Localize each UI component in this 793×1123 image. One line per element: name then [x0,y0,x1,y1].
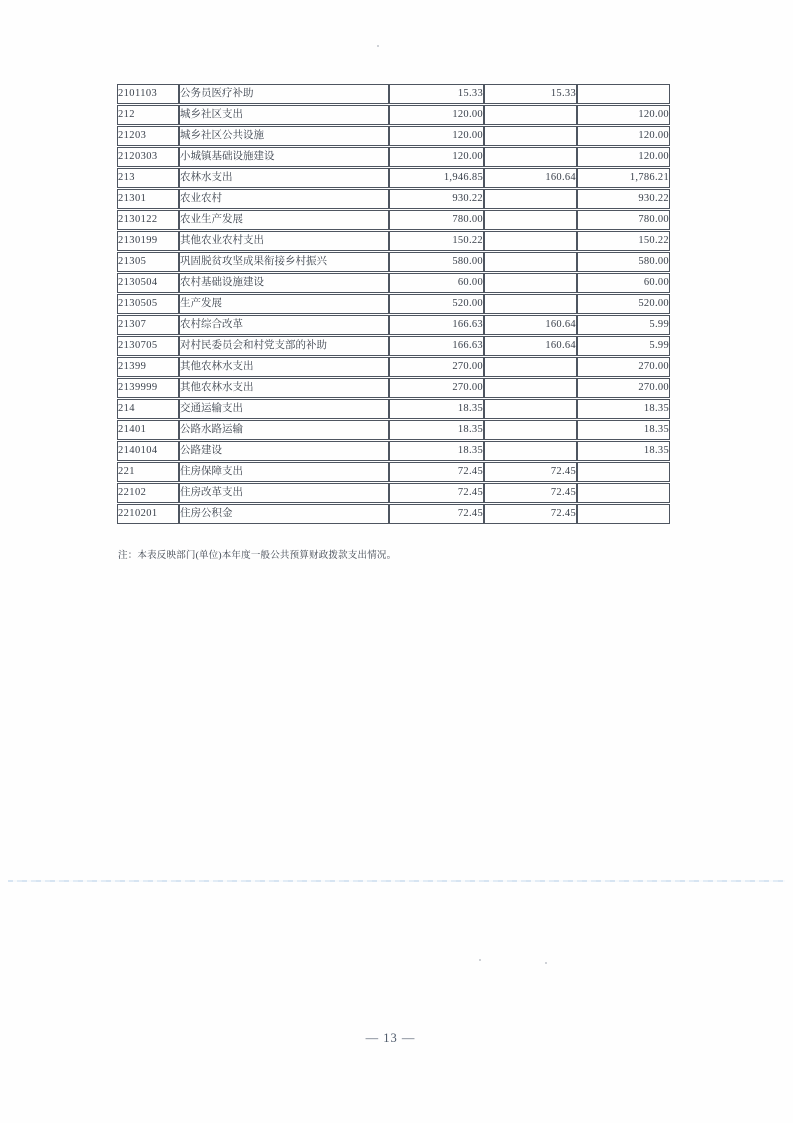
expense-code: 2130705 [117,336,179,356]
amount-3-cell: 120.00 [577,126,670,146]
expense-code: 2130199 [117,231,179,251]
expense-name: 住房改革支出 [179,483,389,503]
expense-code: 212 [117,105,179,125]
amount-1-cell: 60.00 [389,273,484,293]
amount-2-cell [484,378,577,398]
amount-2-cell [484,147,577,167]
table-row [117,126,670,146]
scan-speck [377,45,379,47]
table-row [117,315,670,335]
expense-name: 交通运输支出 [179,399,389,419]
amount-1-cell: 120.00 [389,105,484,125]
expense-name: 巩固脱贫攻坚成果衔接乡村振兴 [179,252,389,272]
amount-2-cell [484,252,577,272]
amount-2-cell: 160.64 [484,168,577,188]
expense-name: 农村基础设施建设 [179,273,389,293]
scan-speck [479,959,481,961]
expense-code: 2210201 [117,504,179,524]
amount-3-cell: 270.00 [577,357,670,377]
amount-3-cell: 18.35 [577,399,670,419]
amount-2-cell: 160.64 [484,315,577,335]
expense-name: 公路水路运输 [179,420,389,440]
amount-2-cell [484,126,577,146]
expense-code: 2130504 [117,273,179,293]
amount-3-cell: 580.00 [577,252,670,272]
amount-3-cell: 780.00 [577,210,670,230]
table-row [117,105,670,125]
amount-2-cell [484,294,577,314]
amount-2-cell [484,399,577,419]
table-row [117,441,670,461]
amount-1-cell: 18.35 [389,441,484,461]
amount-1-cell: 1,946.85 [389,168,484,188]
expense-code: 221 [117,462,179,482]
expense-name: 其他农林水支出 [179,357,389,377]
amount-1-cell: 120.00 [389,147,484,167]
scan-speck [545,962,547,964]
amount-2-cell [484,189,577,209]
amount-1-cell: 270.00 [389,378,484,398]
amount-1-cell: 930.22 [389,189,484,209]
table-row [117,483,670,503]
table-row [117,336,670,356]
amount-1-cell: 72.45 [389,504,484,524]
scan-artifact-line [8,880,785,882]
expense-code: 2101103 [117,84,179,104]
amount-1-cell: 780.00 [389,210,484,230]
expense-code: 2140104 [117,441,179,461]
table-row [117,84,670,104]
amount-2-cell: 15.33 [484,84,577,104]
amount-1-cell: 580.00 [389,252,484,272]
table-footnote: 注：本表反映部门(单位)本年度一般公共预算财政拨款支出情况。 [118,551,397,561]
table-row [117,189,670,209]
expense-name: 其他农业农村支出 [179,231,389,251]
amount-3-cell: 150.22 [577,231,670,251]
amount-3-cell: 120.00 [577,105,670,125]
amount-3-cell: 120.00 [577,147,670,167]
expense-name: 农林水支出 [179,168,389,188]
table-row [117,294,670,314]
amount-2-cell: 160.64 [484,336,577,356]
amount-2-cell [484,357,577,377]
table-row [117,231,670,251]
table-row [117,504,670,524]
table-row [117,210,670,230]
amount-1-cell: 72.45 [389,483,484,503]
amount-1-cell: 18.35 [389,399,484,419]
amount-3-cell: 18.35 [577,441,670,461]
expense-name: 小城镇基础设施建设 [179,147,389,167]
expense-code: 21307 [117,315,179,335]
expense-code: 2130122 [117,210,179,230]
amount-2-cell [484,105,577,125]
amount-1-cell: 15.33 [389,84,484,104]
amount-2-cell: 72.45 [484,462,577,482]
table-row [117,273,670,293]
budget-expenditure-table [117,83,670,525]
expense-name: 住房保障支出 [179,462,389,482]
amount-3-cell: 270.00 [577,378,670,398]
expense-name: 对村民委员会和村党支部的补助 [179,336,389,356]
amount-2-cell [484,441,577,461]
table-row [117,399,670,419]
expense-code: 21301 [117,189,179,209]
amount-3-cell: 5.99 [577,336,670,356]
amount-3-cell: 5.99 [577,315,670,335]
amount-3-cell [577,504,670,524]
amount-2-cell: 72.45 [484,504,577,524]
expense-name: 城乡社区支出 [179,105,389,125]
expense-name: 其他农林水支出 [179,378,389,398]
table-row [117,462,670,482]
expense-code: 2130505 [117,294,179,314]
expense-name: 住房公积金 [179,504,389,524]
expense-code: 214 [117,399,179,419]
expense-name: 公路建设 [179,441,389,461]
amount-2-cell [484,273,577,293]
amount-1-cell: 150.22 [389,231,484,251]
table-row [117,357,670,377]
expense-name: 生产发展 [179,294,389,314]
amount-3-cell [577,483,670,503]
expense-name: 公务员医疗补助 [179,84,389,104]
amount-1-cell: 520.00 [389,294,484,314]
expense-name: 城乡社区公共设施 [179,126,389,146]
expense-code: 22102 [117,483,179,503]
amount-3-cell [577,84,670,104]
expense-code: 21399 [117,357,179,377]
expense-code: 213 [117,168,179,188]
amount-2-cell [484,420,577,440]
amount-3-cell: 60.00 [577,273,670,293]
amount-1-cell: 72.45 [389,462,484,482]
expense-code: 2139999 [117,378,179,398]
amount-3-cell [577,462,670,482]
page-number: — 13 — [365,1031,416,1045]
amount-3-cell: 18.35 [577,420,670,440]
table-row [117,147,670,167]
table-row [117,378,670,398]
expense-code: 21203 [117,126,179,146]
expense-name: 农业生产发展 [179,210,389,230]
amount-1-cell: 166.63 [389,336,484,356]
amount-2-cell [484,210,577,230]
amount-3-cell: 520.00 [577,294,670,314]
expense-code: 21305 [117,252,179,272]
expense-code: 2120303 [117,147,179,167]
table-row [117,252,670,272]
expense-name: 农业农村 [179,189,389,209]
expense-name: 农村综合改革 [179,315,389,335]
amount-3-cell: 1,786.21 [577,168,670,188]
amount-2-cell: 72.45 [484,483,577,503]
amount-1-cell: 120.00 [389,126,484,146]
amount-1-cell: 166.63 [389,315,484,335]
expense-code: 21401 [117,420,179,440]
amount-3-cell: 930.22 [577,189,670,209]
amount-1-cell: 18.35 [389,420,484,440]
amount-1-cell: 270.00 [389,357,484,377]
amount-2-cell [484,231,577,251]
table-row [117,168,670,188]
table-row [117,420,670,440]
